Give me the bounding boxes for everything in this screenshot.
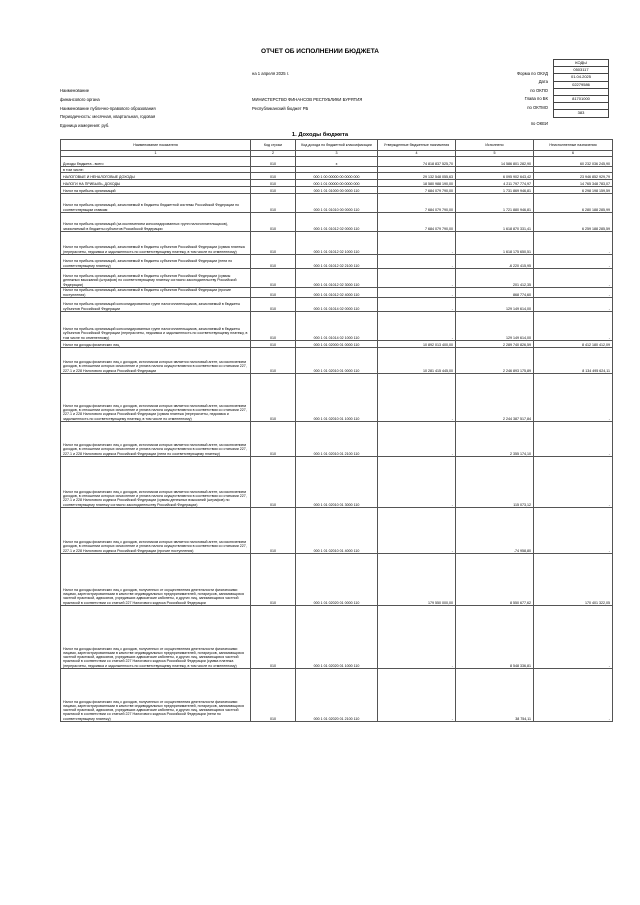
row-executed: 4 211 797 774,97 — [456, 180, 534, 187]
col-header-remaining: Неисполненные назначения — [534, 140, 613, 151]
col-number: 6 — [534, 151, 613, 157]
codes-table — [553, 59, 609, 118]
row-line-code: 010 — [251, 457, 296, 508]
code-label: Форма по ОКУД — [516, 71, 548, 76]
row-name: Доходы бюджета - всего — [61, 157, 251, 167]
row-executed: 1 618 175 650,51 — [456, 232, 534, 255]
row-approved: - — [378, 669, 456, 722]
row-income-code: 000 1 01 00000 00 0000 000 — [296, 180, 378, 187]
row-executed: 8 550 677,62 — [456, 554, 534, 606]
table-row — [61, 173, 613, 180]
code-row — [554, 81, 609, 88]
row-name: Налог на прибыль организаций, зачисляемый в бюджеты субъектов Российской Федерации (сумма платежа (перерасчеты, недоимка и задолженность по соответствующему платежу, в том числе по отмененному) — [61, 232, 251, 255]
row-approved: - — [378, 312, 456, 341]
row-executed: -74 958,80 — [456, 508, 534, 554]
code-row — [554, 95, 609, 102]
row-line-code: 010 — [251, 669, 296, 722]
row-remaining: 14 765 348 783,07 — [534, 180, 613, 187]
row-name: НАЛОГИ НА ПРИБЫЛЬ, ДОХОДЫ — [61, 180, 251, 187]
row-name: Налог на доходы физических лиц с доходов, источником которых является налоговый агент, за исключением доходов, в отношении которых исчисление и уплата налога осуществляются в соответствии со статьями 227, 227.1 и 228 Налогового кодекса Российской Федерации (сумма платежа (перерасчеты, недоимка и задолженность по соответствующему платежу, в том числе по отмененному) — [61, 374, 251, 422]
row-executed: 1 731 869 946,81 — [456, 187, 534, 194]
code-value — [554, 103, 609, 110]
row-income-code: 000 1 01 01012 02 3000 110 — [296, 269, 378, 288]
row-name: Налог на доходы физических лиц с доходов, полученных от осуществления деятельности физическими лицами, зарегистрированными в качестве индивидуальных предпринимателей, нотариусов, занимающихся частной практикой, адвокатов, учредивших адвокатские кабинеты, и других лиц, занимающихся частной практикой в соответствии со статьей 227 Налогового кодекса Российской Федерации (сумма платежа (перерасчеты, недоимка и задолженность по соответствующему платежу, в том числе по отмененному) — [61, 606, 251, 669]
row-income-code: 000 1 01 02010 01 2100 110 — [296, 422, 378, 457]
row-executed: 14 586 801 282,90 — [456, 157, 534, 167]
row-executed: 2 246 893 175,89 — [456, 348, 534, 374]
row-approved: - — [378, 255, 456, 269]
row-remaining: - — [534, 508, 613, 554]
row-line-code: 010 — [251, 232, 296, 255]
row-name: Налог на прибыль организаций, зачисляемый в бюджеты субъектов Российской Федерации (пени по соответствующему платежу) — [61, 255, 251, 269]
table-row — [61, 288, 613, 298]
row-approved: 10 281 415 445,00 — [378, 348, 456, 374]
row-name: Налог на доходы физических лиц — [61, 341, 251, 348]
row-executed: 38 754,11 — [456, 669, 534, 722]
row-approved: - — [378, 269, 456, 288]
row-name: Налог на прибыль организаций консолидированных групп налогоплательщиков, зачисляемый в бюджеты субъектов Российской Федерации (перерасчеты, недоимка и задолженность по соответствующему платежу, в том числе по отмененному) — [61, 312, 251, 341]
table-row — [61, 348, 613, 374]
row-name: Налог на доходы физических лиц с доходов, полученных от осуществления деятельности физическими лицами, зарегистрированными в качестве индивидуальных предпринимателей, нотариусов, занимающихся частной практикой, адвокатов, учредивших адвокатские кабинеты, и других лиц, занимающихся частной практикой в соответствии со статьей 227 Налогового кодекса Российской Федерации — [61, 554, 251, 606]
code-row — [554, 67, 609, 74]
row-line-code: 010 — [251, 341, 296, 348]
row-remaining: - — [534, 312, 613, 341]
row-remaining: 170 401 322,05 — [534, 554, 613, 606]
header-label: Наименование — [60, 88, 90, 93]
row-remaining: - — [534, 298, 613, 312]
table-row — [61, 341, 613, 348]
row-executed: 129 149 614,00 — [456, 298, 534, 312]
income-table — [60, 139, 613, 722]
row-line-code: 010 — [251, 173, 296, 180]
code-row — [554, 74, 609, 81]
table-row — [61, 312, 613, 341]
row-remaining: 8 412 180 412,09 — [534, 341, 613, 348]
col-header-code: Код дохода по бюджетной классификации — [296, 140, 378, 151]
row-executed: 868 774,60 — [456, 288, 534, 298]
row-line-code: 010 — [251, 554, 296, 606]
row-remaining: 60 232 036 245,90 — [534, 157, 613, 167]
row-line-code: 010 — [251, 508, 296, 554]
code-value: 02279586 — [554, 81, 609, 88]
code-row — [554, 103, 609, 110]
code-label: Дата — [538, 79, 548, 85]
row-executed: 115 073,12 — [456, 457, 534, 508]
row-income-code: 000 1 01 01014 02 0000 110 — [296, 298, 378, 312]
code-value: КОДЫ — [554, 60, 609, 67]
table-row — [61, 669, 613, 722]
row-remaining: - — [534, 255, 613, 269]
table-row — [61, 457, 613, 508]
row-remaining: - — [534, 606, 613, 669]
header-label: Единица измерения: руб. — [60, 123, 110, 128]
row-approved: 18 580 988 190,00 — [378, 180, 456, 187]
row-remaining: 23 946 852 929,79 — [534, 173, 613, 180]
header-label: Периодичность: месячная, квартальная, годовая — [60, 114, 156, 119]
header-label: финансового органа — [60, 97, 100, 102]
row-executed: 6 095 902 643,42 — [456, 173, 534, 180]
row-approved: - — [378, 508, 456, 554]
row-income-code: 000 1 01 01012 02 1000 110 — [296, 232, 378, 255]
row-name: Налог на прибыль организаций — [61, 187, 251, 194]
table-row — [61, 606, 613, 669]
table-header-row — [61, 140, 613, 151]
code-row — [554, 60, 609, 67]
row-executed: -6 220 415,95 — [456, 255, 534, 269]
row-name: Налог на доходы физических лиц с доходов, полученных от осуществления деятельности физическими лицами, зарегистрированными в качестве индивидуальных предпринимателей, нотариусов, занимающихся частной практикой, адвокатов, учредивших адвокатские кабинеты, и других лиц, занимающихся частной практикой в соответствии со статьей 227 Налогового кодекса Российской Федерации (пени по соответствующему платежу) — [61, 669, 251, 722]
code-row — [554, 88, 609, 95]
row-line-code: 010 — [251, 187, 296, 194]
code-label: по ОКПО — [530, 87, 548, 93]
row-line-code: 010 — [251, 348, 296, 374]
row-executed: 1 618 870 331,41 — [456, 213, 534, 232]
row-approved: 10 892 013 400,00 — [378, 341, 456, 348]
row-remaining: 6 259 188 285,59 — [534, 213, 613, 232]
row-income-code: 000 1 00 00000 00 0000 000 — [296, 173, 378, 180]
col-number: 1 — [61, 151, 251, 157]
row-remaining: 6 280 188 285,99 — [534, 194, 613, 213]
table-row — [61, 187, 613, 194]
row-approved: 7 684 079 790,00 — [378, 194, 456, 213]
code-value — [554, 88, 609, 95]
table-row — [61, 269, 613, 288]
col-number: 4 — [378, 151, 456, 157]
code-value: 81701000 — [554, 95, 609, 102]
row-income-code: 000 1 01 01012 02 2100 110 — [296, 255, 378, 269]
table-row — [61, 508, 613, 554]
row-approved: - — [378, 422, 456, 457]
row-approved: - — [378, 374, 456, 422]
row-income-code: 000 1 01 02020 01 1000 110 — [296, 606, 378, 669]
row-name: Налог на доходы физических лиц с доходов, источником которых является налоговый агент, за исключением доходов, в отношении которых исчисление и уплата налога осуществляются в соответствии со статьями 227, 227.1 и 228 Налогового кодекса Российской Федерации (пени по соответствующему платежу) — [61, 422, 251, 457]
row-line-code: 010 — [251, 606, 296, 669]
table-row — [61, 232, 613, 255]
table-row — [61, 194, 613, 213]
col-header-approved: Утвержденные бюджетные назначения — [378, 140, 456, 151]
row-remaining: - — [534, 669, 613, 722]
row-income-code: 000 1 01 02000 01 0000 110 — [296, 341, 378, 348]
row-income-code: 000 1 01 02010 01 1000 110 — [296, 374, 378, 422]
row-name: Налог на прибыль организаций консолидированных групп налогоплательщиков, зачисляемый в бюджеты субъектов Российской Федерации — [61, 298, 251, 312]
row-line-code: 010 — [251, 312, 296, 341]
row-remaining: - — [534, 374, 613, 422]
row-name: Налог на доходы физических лиц с доходов, источником которых является налоговый агент, за исключением доходов, в отношении которых исчисление и уплата налога осуществляются в соответствии со статьями 227, 227.1 и 228 Налогового кодекса Российской Федерации (суммы денежных взысканий (штрафов) по соответствующему платежу согласно законодательству Российской Федерации) — [61, 457, 251, 508]
row-income-code: 000 1 01 01012 02 0000 110 — [296, 213, 378, 232]
row-executed: 201 412,35 — [456, 269, 534, 288]
row-name: Налог на прибыль организаций, зачисляемый в бюджеты субъектов Российской Федерации (суммы денежных взысканий (штрафов) по соответствующему платежу согласно законодательству Российской Федерации) — [61, 269, 251, 288]
row-remaining: - — [534, 232, 613, 255]
table-row — [61, 180, 613, 187]
row-approved: - — [378, 232, 456, 255]
row-name: Налог на прибыль организаций, зачисляемый в бюджеты субъектов Российской Федерации (прочие поступления) — [61, 288, 251, 298]
row-line-code: 010 — [251, 374, 296, 422]
row-approved: - — [378, 298, 456, 312]
row-approved: 29 132 548 055,63 — [378, 173, 456, 180]
row-income-code: 000 1 01 02010 01 3000 110 — [296, 457, 378, 508]
col-number: 3 — [296, 151, 378, 157]
row-line-code: 010 — [251, 213, 296, 232]
header-value: Республиканский бюджет РБ — [252, 106, 309, 111]
code-label: по ОКТМО — [527, 104, 548, 110]
row-name: Налог на доходы физических лиц с доходов, источником которых является налоговый агент, за исключением доходов, в отношении которых исчисление и уплата налога осуществляются в соответствии со статьями 227, 227.1 и 228 Налогового кодекса Российской Федерации (прочие поступления) — [61, 508, 251, 554]
row-approved: 74 818 837 525,70 — [378, 157, 456, 167]
row-name: в том числе: — [61, 167, 251, 173]
col-header-line: Код строки — [251, 140, 296, 151]
row-name: НАЛОГОВЫЕ И НЕНАЛОГОВЫЕ ДОХОДЫ — [61, 173, 251, 180]
row-income-code: 000 1 01 01000 00 0000 110 — [296, 187, 378, 194]
code-value: 0503117 — [554, 67, 609, 74]
col-number: 2 — [251, 151, 296, 157]
row-name: Налог на прибыль организаций, зачисляемый в бюджеты бюджетной системы Российской Федерации по соответствующим ставкам — [61, 194, 251, 213]
col-number: 5 — [456, 151, 534, 157]
header-value: МИНИСТЕРСТВО ФИНАНСОВ РЕСПУБЛИКИ БУРЯТИЯ — [252, 97, 363, 102]
table-row — [61, 255, 613, 269]
row-remaining: - — [534, 457, 613, 508]
row-remaining: - — [534, 288, 613, 298]
row-income-code: 000 1 01 02010 01 0000 110 — [296, 348, 378, 374]
row-line-code: 010 — [251, 298, 296, 312]
code-value: 383 — [554, 110, 609, 117]
row-line-code: 010 — [251, 288, 296, 298]
col-header-executed: Исполнено — [456, 140, 534, 151]
row-line-code: 010 — [251, 269, 296, 288]
row-approved: 7 684 079 790,00 — [378, 213, 456, 232]
row-approved: 7 684 079 790,00 — [378, 187, 456, 194]
table-row — [61, 422, 613, 457]
row-approved: - — [378, 288, 456, 298]
report-date: на 1 апреля 2025 г. — [252, 71, 289, 76]
row-remaining: 8 134 495 624,11 — [534, 348, 613, 374]
row-name: Налог на прибыль организаций (за исключением консолидированных групп налогоплательщиков), зачисляемый в бюджеты субъектов Российской Федерации — [61, 213, 251, 232]
row-income-code: 000 1 01 01010 00 0000 110 — [296, 194, 378, 213]
row-line-code: 010 — [251, 194, 296, 213]
row-executed: 2 355 174,10 — [456, 422, 534, 457]
code-label: Глава по БК — [524, 96, 548, 102]
row-income-code: 000 1 01 02020 01 0000 110 — [296, 554, 378, 606]
table-row — [61, 298, 613, 312]
row-approved: - — [378, 606, 456, 669]
table-row — [61, 157, 613, 167]
code-value: 01.04.2025 — [554, 74, 609, 81]
row-line-code: 010 — [251, 157, 296, 167]
row-income-code: 000 1 01 02020 01 2100 110 — [296, 669, 378, 722]
row-line-code: 010 — [251, 180, 296, 187]
row-income-code: 000 1 01 02010 01 4000 110 — [296, 508, 378, 554]
table-row — [61, 554, 613, 606]
section-title: 1. Доходы бюджета — [291, 132, 349, 138]
row-income-code: x — [296, 157, 378, 167]
row-income-code: 000 1 01 01012 02 4000 110 — [296, 288, 378, 298]
table-row — [61, 213, 613, 232]
row-line-code: 010 — [251, 255, 296, 269]
row-executed: 129 149 614,00 — [456, 312, 534, 341]
row-executed: 1 721 880 946,81 — [456, 194, 534, 213]
row-remaining: - — [534, 269, 613, 288]
row-approved: 179 550 000,00 — [378, 554, 456, 606]
row-executed: 2 244 387 517,84 — [456, 374, 534, 422]
code-row — [554, 110, 609, 117]
row-executed: 8 548 336,81 — [456, 606, 534, 669]
report-title: ОТЧЕТ ОБ ИСПОЛНЕНИИ БЮДЖЕТА — [261, 48, 379, 55]
col-header-name: Наименование показателя — [61, 140, 251, 151]
row-income-code: 000 1 01 01014 02 1000 110 — [296, 312, 378, 341]
row-remaining: - — [534, 422, 613, 457]
header-label: Наименование публично-правового образования — [60, 106, 156, 111]
row-remaining: 6 298 198 159,59 — [534, 187, 613, 194]
row-approved: - — [378, 457, 456, 508]
table-row — [61, 374, 613, 422]
row-line-code: 010 — [251, 422, 296, 457]
row-name: Налог на доходы физических лиц с доходов, источником которых является налоговый агент, за исключением доходов, в отношении которых исчисление и уплата налога осуществляются в соответствии со статьями 227, 227.1 и 228 Налогового кодекса Российской Федерации — [61, 348, 251, 374]
row-executed: 2 289 740 826,59 — [456, 341, 534, 348]
code-label: по ОКЕИ — [530, 121, 548, 127]
